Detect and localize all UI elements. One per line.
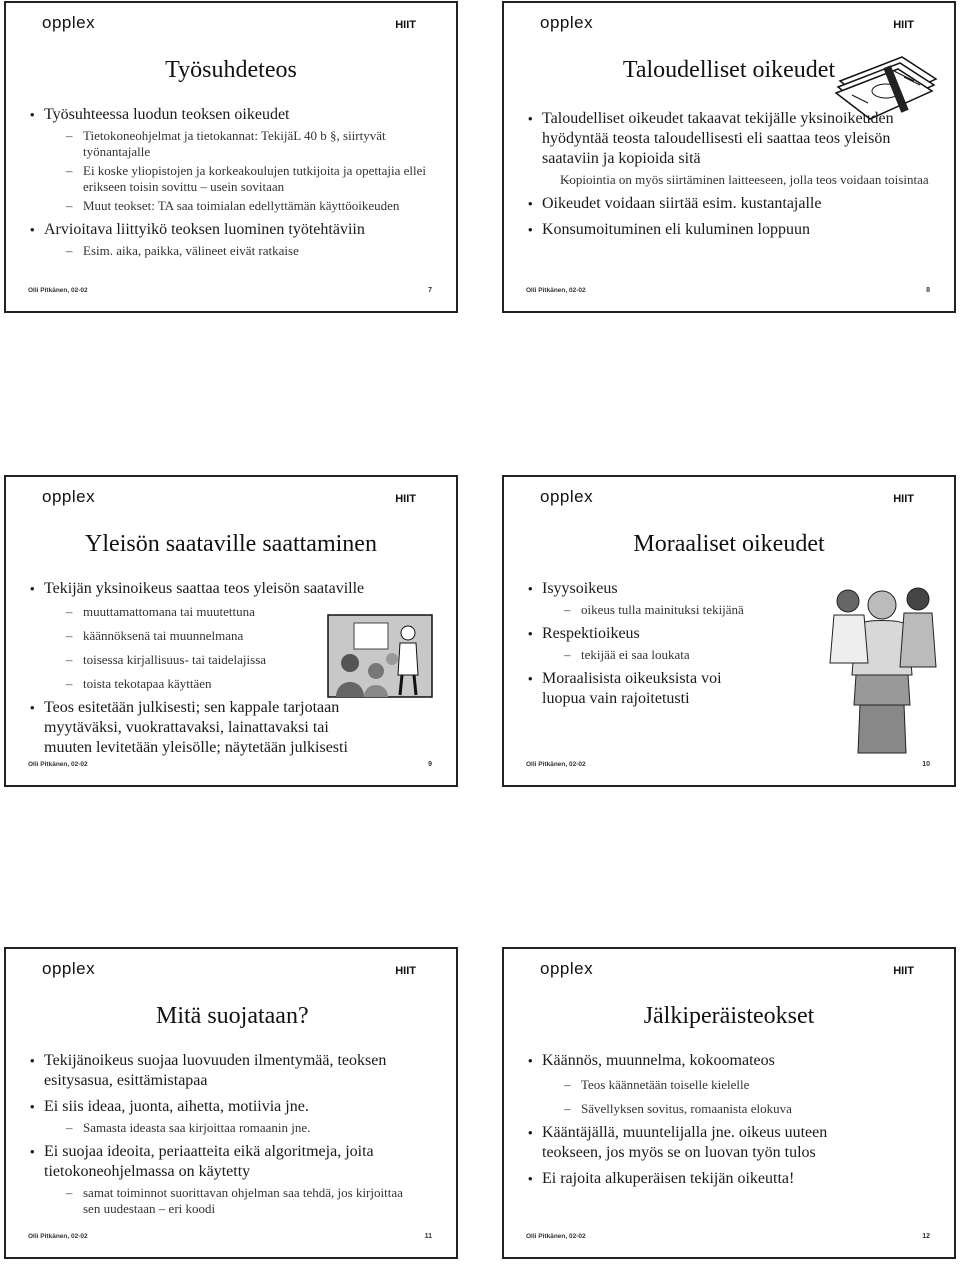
opplex-logo: opplex [540, 487, 594, 506]
slide-8 [502, 1, 956, 313]
bullet-text: • Respektioikeus [526, 624, 936, 644]
page-number: 12 [922, 1233, 930, 1240]
slide-title: Moraaliset oikeudet [633, 531, 825, 557]
bullet-item [526, 579, 936, 618]
bullet-item [28, 1097, 438, 1136]
hiit-brand: HIIT [893, 19, 914, 31]
bullet-item [526, 220, 936, 240]
bullet-text: • Taloudelliset oikeudet takaavat tekijälle yksinoikeuden hyödyntää teosta taloudellisesti eli saattaa teos yleisön saataviin ja kopioida sitä [526, 109, 936, 169]
footer-author: Olli Pitkänen, 02-02 [28, 1233, 88, 1240]
bullet-text: • Oikeudet voidaan siirtää esim. kustantajalle [526, 194, 936, 214]
slide-9 [4, 475, 458, 787]
bullet-text: • Käännös, muunnelma, kokoomateos [526, 1051, 936, 1071]
sub-bullet-text: – tekijää ei saa loukata [526, 647, 936, 663]
bullet-item [526, 669, 936, 709]
bullet-text: • Ei siis ideaa, juonta, aihetta, motiivia jne. [28, 1097, 438, 1117]
bullet-text: • Tekijän yksinoikeus saattaa teos yleisön saataville [28, 579, 438, 599]
sub-bullet-text: – Samasta ideasta saa kirjoittaa romaanin jne. [28, 1120, 438, 1136]
bullet-text: • Työsuhteessa luodun teoksen oikeudet [28, 105, 438, 125]
bullet-text: • Tekijänoikeus suojaa luovuuden ilmentymää, teoksen esitysasua, esittämistapaa [28, 1051, 438, 1091]
slide-title: Yleisön saataville saattaminen [85, 531, 377, 557]
sub-bullet-text: – Kopiointia on myös siirtäminen laitteeseen, jolla teos voidaan toisintaa [526, 172, 936, 188]
hiit-brand: HIIT [395, 19, 416, 31]
bullet-text: • Teos esitetään julkisesti; sen kappale tarjotaan myytäväksi, vuokrattavaksi, lainattavaksi tai muuten levitetään yleisölle; näytetään julkisesti [28, 698, 438, 758]
opplex-logo: opplex [42, 487, 96, 506]
opplex-logo: opplex [540, 13, 594, 32]
slide-title: Mitä suojataan? [156, 1003, 309, 1029]
hiit-brand: HIIT [893, 493, 914, 505]
sub-bullet-text: – muuttamattomana tai muutettuna [28, 604, 438, 620]
page-number: 7 [428, 287, 432, 294]
opplex-logo: opplex [42, 13, 96, 32]
sub-bullet-text: – käännöksenä tai muunnelmana [28, 628, 438, 644]
bullet-item [526, 1051, 936, 1117]
slide-content [526, 579, 936, 715]
bullet-text: • Kääntäjällä, muuntelijalla jne. oikeus uuteen teokseen, jos myös se on luovan työn tulos [526, 1123, 936, 1163]
page-number: 11 [424, 1233, 432, 1240]
sub-bullet-text: – Tietokoneohjelmat ja tietokannat: TekijäL 40 b §, siirtyvät työnantajalle [28, 128, 438, 160]
slide-content [28, 579, 438, 764]
slide-content [28, 1051, 438, 1223]
bullet-text: • Ei suojaa ideoita, periaatteita eikä algoritmeja, joita tietokoneohjelmassa on käytetty [28, 1142, 438, 1182]
sub-bullet-text: – oikeus tulla mainituksi tekijänä [526, 602, 936, 618]
slide-7 [4, 1, 458, 313]
bullet-item [28, 1051, 438, 1091]
sub-bullet-text: – Ei koske yliopistojen ja korkeakoulujen tutkijoita ja opettajia ellei erikseen toisin sovittu – usein sovitaan [28, 163, 438, 195]
footer-author: Olli Pitkänen, 02-02 [28, 761, 88, 768]
opplex-logo: opplex [540, 959, 594, 978]
bullet-text: • Arvioitava liittyikö teoksen luominen työtehtäviin [28, 220, 438, 240]
slide-title: Työsuhdeteos [165, 57, 297, 83]
bullet-text: • Ei rajoita alkuperäisen tekijän oikeutta! [526, 1169, 936, 1189]
bullet-text: • Konsumoituminen eli kuluminen loppuun [526, 220, 936, 240]
footer-author: Olli Pitkänen, 02-02 [526, 761, 586, 768]
slide-content [28, 105, 438, 265]
hiit-brand: HIIT [395, 965, 416, 977]
bullet-item [28, 698, 438, 758]
bullet-text: • Isyysoikeus [526, 579, 936, 599]
sub-bullet-text: – Muut teokset: TA saa toimialan edellyttämän käyttöoikeuden [28, 198, 438, 214]
sub-bullet-text: – samat toiminnot suorittavan ohjelman saa tehdä, jos kirjoittaa sen uudestaan – eri koodi [28, 1185, 438, 1217]
footer-author: Olli Pitkänen, 02-02 [526, 1233, 586, 1240]
bullet-item [28, 579, 438, 692]
sub-bullet-text: – toista tekotapaa käyttäen [28, 676, 438, 692]
slide-11 [4, 947, 458, 1259]
opplex-logo: opplex [42, 959, 96, 978]
bullet-item [526, 109, 936, 188]
bullet-item [28, 105, 438, 214]
bullet-item [28, 1142, 438, 1217]
sub-bullet-text: – Esim. aika, paikka, välineet eivät ratkaise [28, 243, 438, 259]
footer-author: Olli Pitkänen, 02-02 [28, 287, 88, 294]
slide-content [526, 1051, 936, 1195]
bullet-item [526, 624, 936, 663]
hiit-brand: HIIT [395, 493, 416, 505]
bullet-item [526, 1169, 936, 1189]
bullet-item [526, 1123, 936, 1163]
sub-bullet-text: – Sävellyksen sovitus, romaanista elokuva [526, 1101, 936, 1117]
page-number: 10 [922, 761, 930, 768]
sub-bullet-text: – Teos käännetään toiselle kielelle [526, 1077, 936, 1093]
bullet-item [28, 220, 438, 259]
slide-12 [502, 947, 956, 1259]
footer-author: Olli Pitkänen, 02-02 [526, 287, 586, 294]
bullet-item [526, 194, 936, 214]
page-number: 8 [926, 287, 930, 294]
bullet-text: • Moraalisista oikeuksista voi luopua vain rajoitetusti [526, 669, 936, 709]
slide-content [526, 109, 936, 246]
slide-10 [502, 475, 956, 787]
page-number: 9 [428, 761, 432, 768]
slide-title: Taloudelliset oikeudet [622, 57, 836, 83]
slide-title: Jälkiperäisteokset [643, 1003, 815, 1029]
sub-bullet-text: – toisessa kirjallisuus- tai taidelajissa [28, 652, 438, 668]
hiit-brand: HIIT [893, 965, 914, 977]
